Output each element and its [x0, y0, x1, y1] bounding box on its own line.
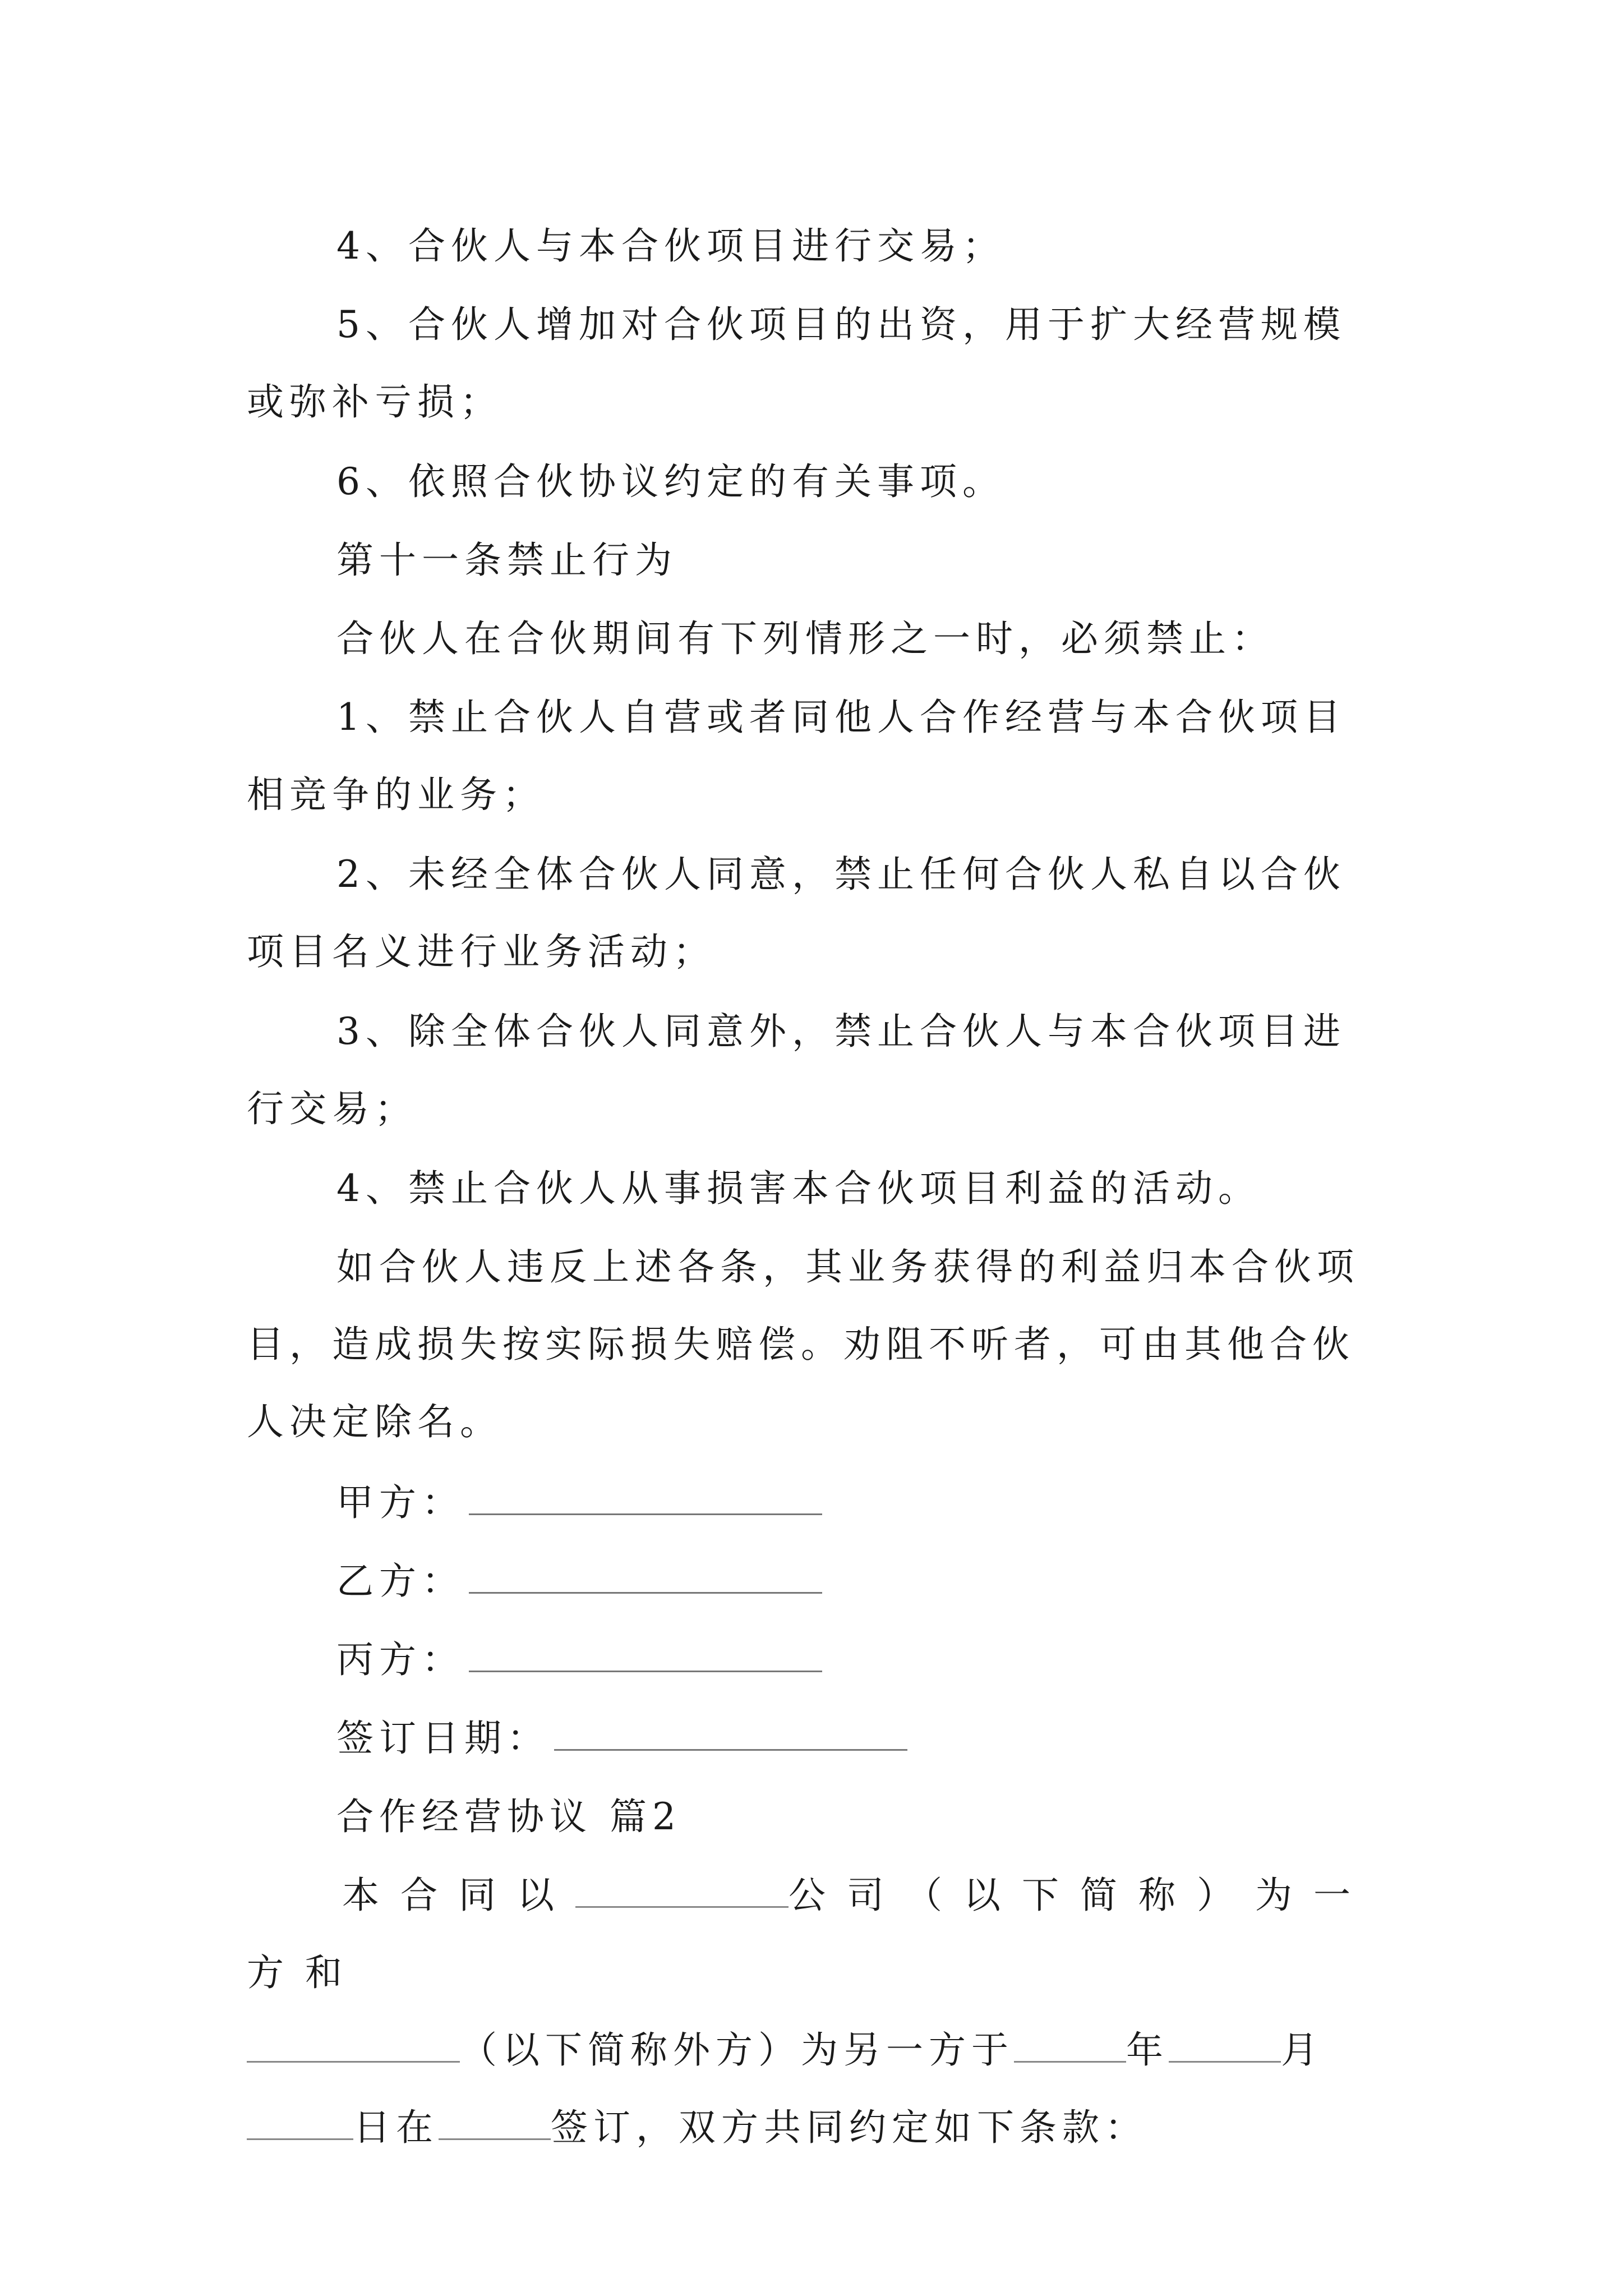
paragraph-prohibition-2: 2、未经全体合伙人同意，禁止任何合伙人私自以合伙项目名义进行业务活动；	[247, 853, 1346, 973]
month-label: 月	[1281, 2028, 1324, 2072]
month-blank	[1169, 2027, 1281, 2063]
paragraph-violation: 如合伙人违反上述各条，其业务获得的利益归本合伙项目，造成损失按实际损失赔偿。劝阻不听者，可由其他合伙人决定除名。	[247, 1245, 1359, 1443]
year-label: 年	[1126, 2028, 1169, 2072]
paragraph-item-6: 6、依照合伙协议约定的有关事项。	[336, 460, 1005, 503]
day-at-label: 日在	[353, 2106, 439, 2149]
year-blank	[1014, 2027, 1126, 2063]
intro-text-1: 本合同以	[342, 1874, 575, 1917]
signature-line-c	[469, 1636, 822, 1672]
paragraph-item-4: 4、合伙人与本合伙项目进行交易；	[336, 224, 1005, 268]
signed-text: 签订，双方共同约定如下条款：	[551, 2106, 1147, 2149]
intro-text-2: 公司（以下简称）为一方和	[247, 1874, 1372, 1994]
paragraph-prohibition-3: 3、除全体合伙人同意外，禁止合伙人与本合伙项目进行交易；	[247, 1010, 1346, 1130]
signature-date	[247, 1700, 1380, 1777]
article-heading: 第十一条禁止行为	[336, 539, 677, 582]
intro-text-3: （以下简称外方）为另一方于	[460, 2028, 1014, 2072]
signature-party-a	[247, 1464, 1380, 1542]
paragraph-prohibition-1: 1、禁止合伙人自营或者同他人合作经营与本合伙项目相竞争的业务；	[247, 696, 1346, 816]
company-blank	[575, 1872, 789, 1908]
contract-intro	[247, 1857, 1380, 2166]
signature-line-b	[469, 1557, 822, 1594]
signature-label-c: 丙方：	[336, 1638, 464, 1681]
paragraph-item-5: 5、合伙人增加对合伙项目的出资，用于扩大经营规模或弥补亏损；	[247, 303, 1346, 424]
paragraph-prohibition-intro: 合伙人在合伙期间有下列情形之一时，必须禁止：	[336, 617, 1274, 660]
signature-date-line	[554, 1714, 907, 1751]
section-title: 合作经营协议 篇2	[336, 1795, 681, 1838]
signature-label-a: 甲方：	[336, 1481, 464, 1524]
other-party-blank	[247, 2027, 460, 2063]
signature-party-b	[247, 1543, 1380, 1620]
signature-label-b: 乙方：	[336, 1559, 464, 1603]
signature-line-a	[469, 1479, 822, 1515]
paragraph-prohibition-4: 4、禁止合伙人从事损害本合伙项目利益的活动。	[336, 1167, 1261, 1210]
signature-date-label: 签订日期：	[336, 1717, 550, 1760]
signature-party-c	[247, 1621, 1380, 1699]
day-blank	[247, 2105, 353, 2140]
place-blank	[439, 2105, 551, 2140]
